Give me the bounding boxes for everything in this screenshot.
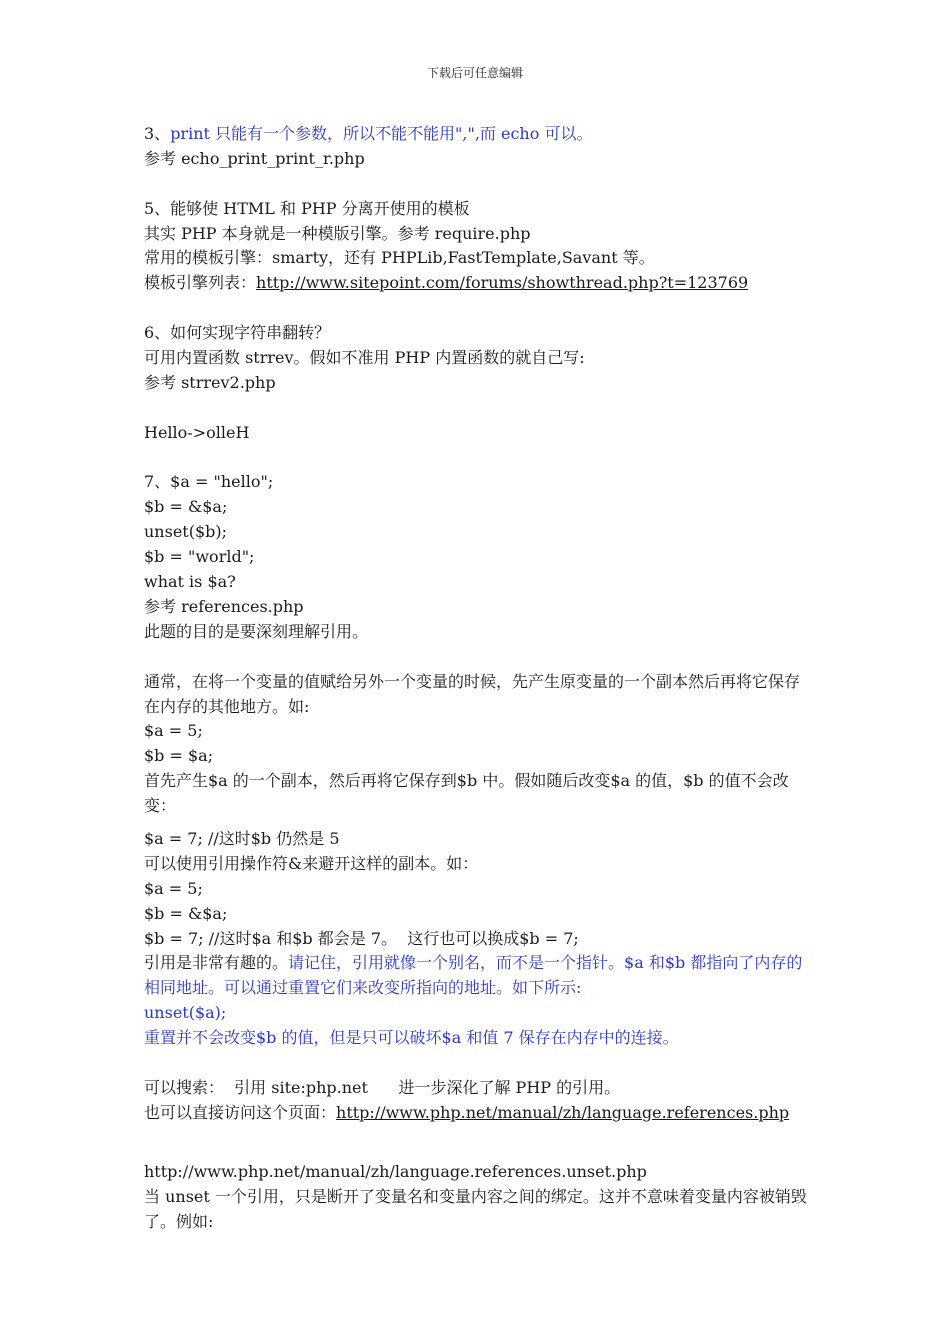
q7-code-2: $b = &$a; [144, 497, 228, 517]
q7-code-3: unset($b); [144, 522, 228, 542]
explain-code-2: $b = $a; [144, 746, 214, 766]
q6-title: 6、如何实现字符串翻转？ [144, 323, 331, 343]
q7-code-5: what is $a? [144, 572, 236, 592]
explain-code-3: $a = 7; //这时$b 仍然是 5 [144, 829, 340, 848]
explain-p4-black: 引用是非常有趣的。 [144, 953, 289, 973]
q6-line-1: 可用内置函数 strrev。假如不准用 PHP 内置函数的就自己写: [144, 348, 585, 368]
q3-prefix: 3、 [144, 124, 171, 143]
search-line-1: 可以搜索： 引用 site:php.net 进一步深化了解 PHP 的引用。 [144, 1077, 621, 1097]
unset-paragraph: 当 unset 一个引用，只是断开了变量名和变量内容之间的绑定。这并不意味着变量内容被销毁了。例如: [144, 1186, 807, 1231]
explain-code-4: $a = 5; [144, 878, 203, 898]
q5-title: 5、能够使 HTML 和 PHP 分离开使用的模板 [144, 198, 470, 218]
document-body [144, 122, 810, 1234]
q7-ref: 参考 references.php [144, 596, 304, 616]
explain-paragraph-3: 可以使用引用操作符&来避开这样的副本。如： [144, 853, 479, 873]
q7-purpose: 此题的目的是要深刻理解引用。 [144, 621, 369, 641]
php-references-link[interactable]: http://www.php.net/manual/zh/language.references.php [336, 1102, 790, 1122]
explain-code-5: $b = &$a; [144, 903, 228, 923]
q5-line-2: 常用的模板引擎：smarty，还有 PHPLib,FastTemplate,Savant 等。 [144, 248, 655, 268]
sitepoint-link[interactable]: http://www.sitepoint.com/forums/showthread.php?t=123769 [256, 273, 749, 293]
explain-code-7: unset($a); [144, 1003, 227, 1023]
search-direct-label: 也可以直接访问这个页面： [144, 1102, 337, 1122]
explain-paragraph-4 [144, 951, 810, 1001]
q3-line [144, 122, 810, 147]
explain-code-6: $b = 7; //这时$a 和$b 都会是 7。 这行也可以换成$b = 7; [144, 928, 579, 948]
explain-paragraph-5: 重置并不会改变$b 的值，但是只可以破坏$a 和值 7 保存在内存中的连接。 [144, 1028, 679, 1048]
q3-ref: 参考 echo_print_print_r.php [144, 148, 365, 168]
search-line-2 [144, 1101, 810, 1126]
q6-line-2: 参考 strrev2.php [144, 372, 276, 392]
q7-code-4: $b = "world"; [144, 547, 255, 567]
q7-code-1: 7、$a = "hello"; [144, 472, 274, 492]
q5-line-1: 其实 PHP 本身就是一种模版引擎。参考 require.php [144, 223, 531, 243]
q6-example: Hello->olleH [144, 422, 250, 442]
q3-blue-text: print 只能有一个参数，所以不能不能用",",而 echo 可以。 [170, 124, 593, 143]
explain-paragraph-2: 首先产生$a 的一个副本，然后再将它保存到$b 中。假如随后改变$a 的值，$b 的值不会改变： [144, 771, 789, 816]
explain-paragraph-1: 通常，在将一个变量的值赋给另外一个变量的时候，先产生原变量的一个副本然后再将它保存在内存的其他地方。如: [144, 671, 801, 716]
page-header: 下载后可任意编辑 [426, 66, 523, 80]
explain-p4-blue: 请记住，引用就像一个别名，而不是一个指针。$a 和$b 都指向了内存的相同地址。可以通过重置它们来改变所指向的地址。如下所示: [144, 953, 803, 998]
q5-template-list-label: 模板引擎列表： [144, 273, 257, 293]
explain-code-1: $a = 5; [144, 721, 203, 741]
q5-line-3 [144, 271, 810, 296]
unset-url: http://www.php.net/manual/zh/language.references.unset.php [144, 1161, 647, 1181]
